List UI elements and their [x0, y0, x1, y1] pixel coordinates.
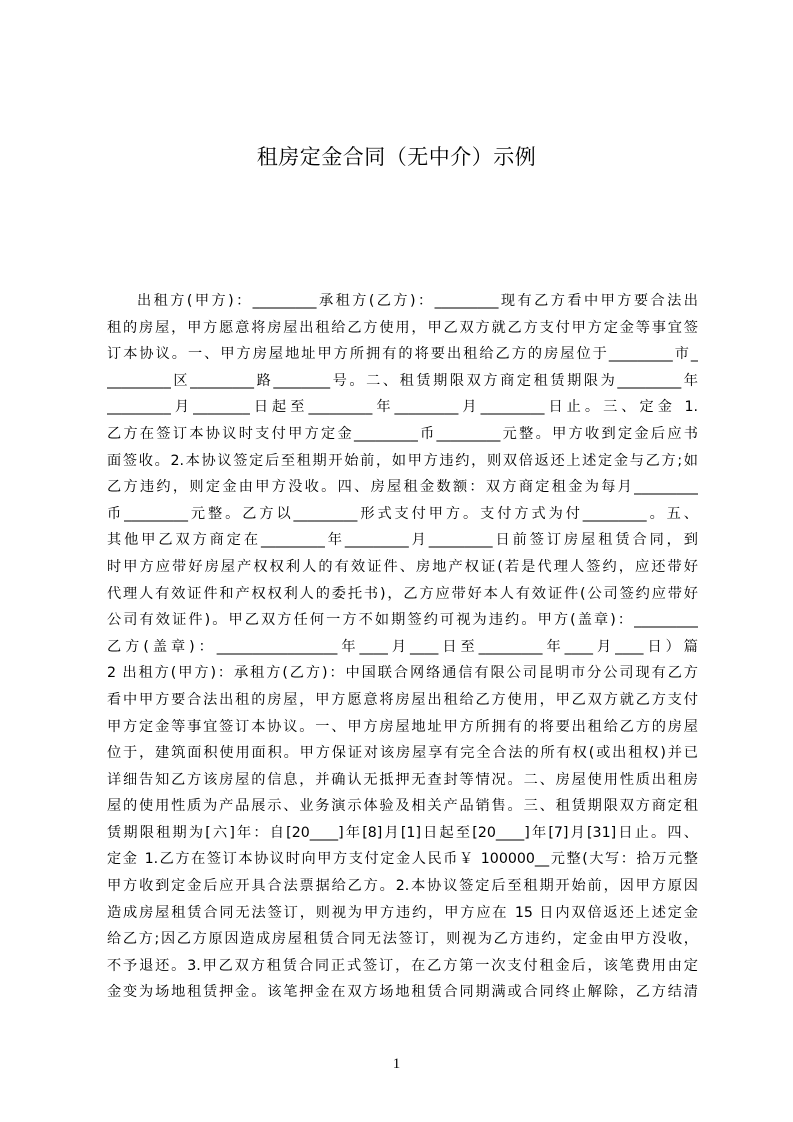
body-line: 看中甲方要合法出租的房屋，甲方愿意将房屋出租给乙方使用，甲乙双方就乙方支付	[107, 691, 698, 708]
body-line: 屋的使用性质为产品展示、业务演示体验及相关产品销售。三、租赁期限双方商定租	[107, 798, 698, 815]
body-line: 订本协议。一、甲方房屋地址甲方所拥有的将要出租给乙方的房屋位于_________市_	[107, 346, 698, 363]
body-line: 位于，建筑面积使用面积。甲方保证对该房屋享有完全合法的所有权(或出租权)并已	[107, 745, 698, 762]
body-line: 给乙方;因乙方原因造成房屋租赁合同无法签订，则视为乙方违约，定金由甲方没收，	[107, 931, 698, 948]
body-line: 乙方违约，则定金由甲方没收。四、房屋租金数额：双方商定租金为每月_________	[107, 479, 698, 496]
body-line: 赁期限租期为[六]年：自[20____]年[8]月[1]日起至[20____]年[7]月[31]日止。四、	[107, 824, 698, 841]
body-line: 甲方收到定金后应开具合法票据给乙方。2.本协议签定后至租期开始前，因甲方原因	[107, 878, 698, 895]
body-line: 金变为场地租赁押金。该笔押金在双方场地租赁合同期满或合同终止解除，乙方结清	[107, 984, 698, 1001]
body-line: _________月________日起至_________年_________月_________日止。三、定金 1.	[107, 399, 698, 416]
body-line: 币_________元整。乙方以_________形式支付甲方。支付方式为付_________。五、	[107, 505, 698, 522]
document-title: 租房定金合同（无中介）示例	[256, 145, 537, 169]
body-line: 面签收。2.本协议签定后至租期开始前，如甲方违约，则双倍返还上述定金与乙方;如	[107, 452, 698, 469]
page-number: 1	[392, 1056, 401, 1072]
body-line: _________区_________路________号。二、租赁期限双方商定租赁期限为_________年	[107, 372, 698, 389]
body-line: 乙方(盖章)：_________________年____月____日至_________年____月____日）篇	[107, 638, 698, 655]
body-line: 其他甲乙双方商定在_________年_________月_________日前签订房屋租赁合同，到	[107, 532, 698, 549]
body-line: 造成房屋租赁合同无法签订，则视为甲方违约，甲方应在 15 日内双倍返还上述定金	[107, 904, 698, 921]
body-line: 甲方定金等事宜签订本协议。一、甲方房屋地址甲方所拥有的将要出租给乙方的房屋	[107, 718, 698, 735]
contract-body	[107, 288, 698, 1006]
body-line: 详细告知乙方该房屋的信息，并确认无抵押无查封等情况。二、房屋使用性质出租房	[107, 771, 698, 788]
body-line: 2 出租方(甲方)：承租方(乙方)：中国联合网络通信有限公司昆明市分公司现有乙方	[107, 665, 698, 682]
body-line: 租的房屋，甲方愿意将房屋出租给乙方使用，甲乙双方就乙方支付甲方定金等事宜签	[107, 319, 698, 336]
body-line: 公司有效证件)。甲乙双方任何一方不如期签约可视为违约。甲方(盖章)：_________	[107, 612, 698, 629]
body-line: 代理人有效证件和产权权利人的委托书)，乙方应带好本人有效证件(公司签约应带好	[107, 585, 698, 602]
body-line: 出租方(甲方)：_________承租方(乙方)：_________现有乙方看中甲方要合法出	[137, 293, 698, 309]
body-line: 不予退还。3.甲乙双方租赁合同正式签订，在乙方第一次支付租金后，该笔费用由定	[107, 957, 698, 974]
body-line: 时甲方应带好房屋产权权利人的有效证件、房地产权证(若是代理人签约，应还带好	[107, 558, 698, 575]
body-line: 乙方在签订本协议时支付甲方定金_________币_________元整。甲方收到定金后应书	[107, 425, 698, 442]
body-line: 定金 1.乙方在签订本协议时向甲方支付定金人民币￥ 100000__元整(大写：拾万元整	[107, 851, 698, 868]
